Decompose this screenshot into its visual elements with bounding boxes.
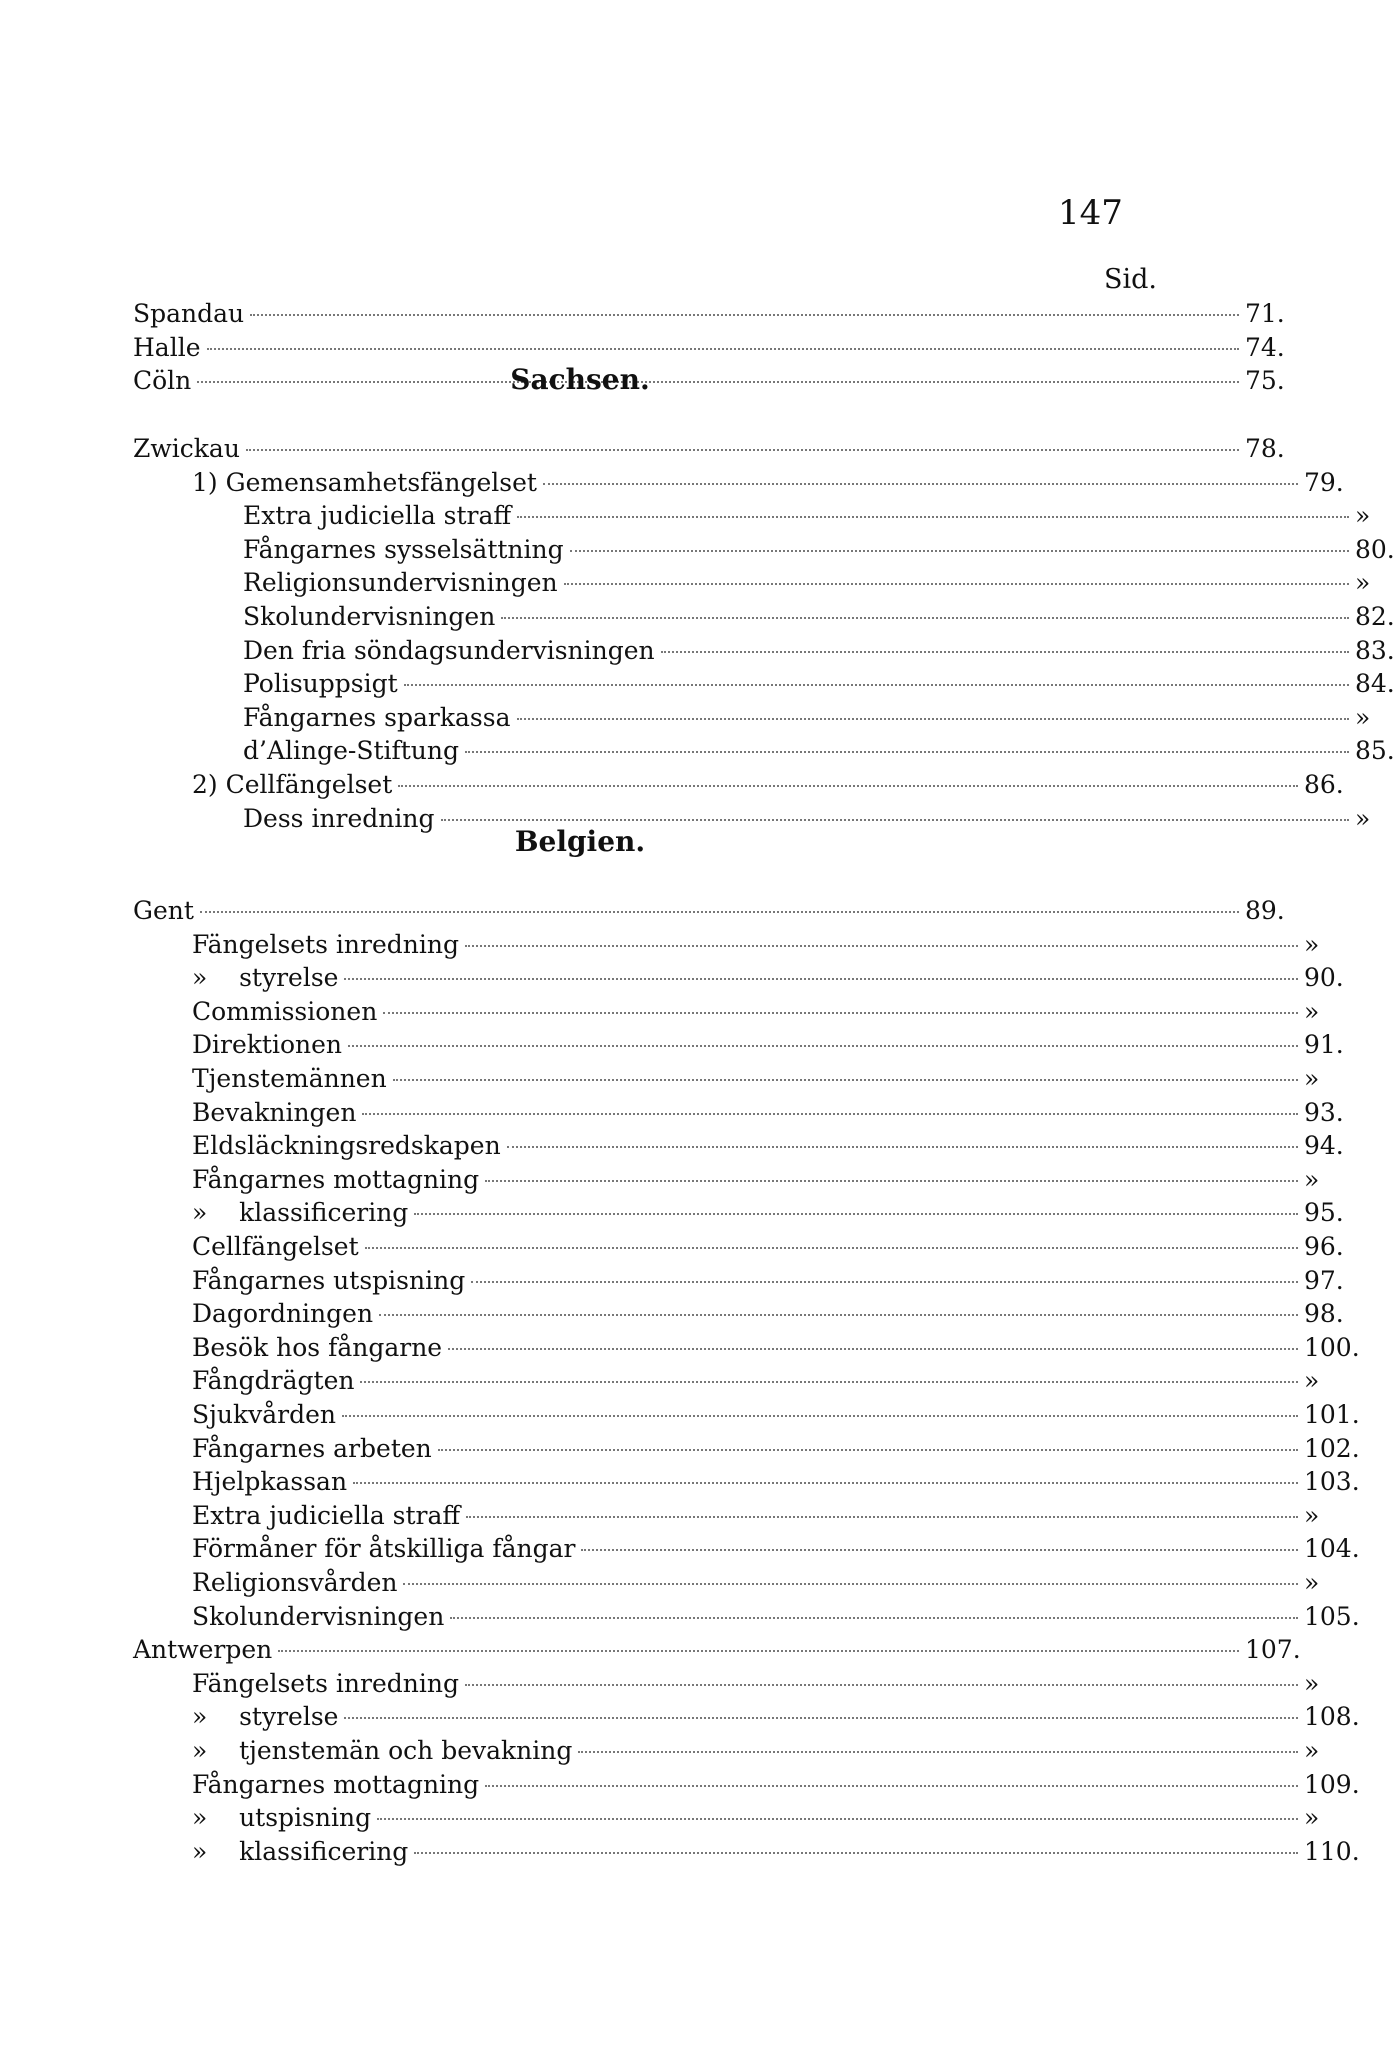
dot-leader (348, 1045, 1298, 1047)
toc-entry-page: 79. (1304, 467, 1344, 497)
dot-leader (362, 1113, 1298, 1115)
toc-entry (0, 668, 1400, 700)
toc-entry-title: Bevakningen (192, 1097, 357, 1127)
dot-leader (466, 1516, 1298, 1518)
toc-entry-title: 2) Cellfängelset (192, 770, 393, 799)
toc-entry-title: » styrelse (192, 963, 339, 993)
toc-entry-page: 103. (1304, 1467, 1360, 1497)
dot-leader (404, 684, 1349, 686)
toc-entry (0, 1802, 1352, 1834)
toc-entry-page: 107. (1245, 1635, 1301, 1665)
toc-entry (0, 1466, 1360, 1498)
toc-entry (0, 567, 1400, 599)
toc-entry-page: 90. (1304, 963, 1344, 993)
toc-entry (0, 1735, 1352, 1767)
toc-entry-page: » (1355, 803, 1371, 833)
toc-entry-title: Skolundervisningen (243, 602, 496, 631)
toc-entry-page: 109. (1304, 1769, 1360, 1799)
toc-entry (0, 769, 1352, 801)
section-heading: Sachsen. (510, 363, 650, 396)
toc-entry-page: 100. (1304, 1332, 1360, 1362)
toc-entry-page: 93. (1304, 1097, 1344, 1127)
dot-leader (342, 1415, 1298, 1417)
toc-entry (0, 702, 1400, 734)
toc-entry-page: 98. (1304, 1299, 1344, 1329)
toc-entry-page: 94. (1304, 1131, 1344, 1161)
toc-entry (0, 1601, 1360, 1633)
toc-entry (0, 467, 1352, 499)
toc-entry-page: » (1355, 501, 1371, 531)
toc-entry (0, 1533, 1360, 1565)
dot-leader (465, 945, 1298, 947)
toc-entry-title: d’Alinge-Stiftung (243, 736, 460, 766)
toc-entry (0, 1701, 1360, 1733)
toc-entry-title: Fångarnes sysselsättning (243, 534, 564, 564)
page-number: 147 (1058, 193, 1123, 233)
toc-entry-title: Direktionen (192, 1030, 343, 1060)
section-heading: Belgien. (514, 825, 646, 858)
toc-entry-page: » (1304, 1803, 1320, 1833)
toc-entry-title: Spandau (133, 299, 245, 328)
toc-entry-page: 78. (1245, 434, 1285, 463)
toc-entry-title: 1) Gemensamhetsfängelset (192, 467, 537, 497)
toc-entry (0, 1231, 1352, 1263)
toc-entry-page: 83. (1355, 635, 1395, 665)
toc-entry-title: Skolundervisningen (192, 1601, 445, 1631)
dot-leader (450, 1617, 1298, 1619)
toc-entry (0, 735, 1400, 767)
toc-entry-title: Sjukvården (192, 1400, 337, 1429)
toc-entry-page: » (1304, 1500, 1320, 1530)
toc-entry-page: 86. (1304, 770, 1344, 799)
page-column-label: Sid. (1104, 264, 1157, 295)
toc-entry-page: » (1304, 929, 1320, 959)
toc-entry-title: Fångdrägten (192, 1366, 355, 1396)
toc-entry-title: Cellfängelset (192, 1232, 359, 1261)
toc-entry-title: » klassificering (192, 1836, 409, 1866)
toc-entry-page: » (1355, 702, 1371, 732)
toc-entry-title: Polisuppsigt (243, 669, 398, 699)
toc-entry-page: » (1304, 1668, 1320, 1698)
toc-entry (0, 635, 1400, 667)
toc-entry-title: Fångarnes arbeten (192, 1433, 432, 1463)
dot-leader (414, 1852, 1298, 1854)
dot-leader (377, 1818, 1298, 1820)
dot-leader (578, 1751, 1298, 1753)
toc-entry-title: Antwerpen (133, 1635, 273, 1665)
dot-leader (414, 1213, 1298, 1215)
toc-entry (0, 1399, 1360, 1431)
toc-entry (0, 1298, 1352, 1330)
toc-entry-page: » (1304, 996, 1320, 1026)
toc-entry-page: 110. (1304, 1836, 1360, 1866)
dot-leader (465, 751, 1349, 753)
toc-entry-page: » (1304, 1164, 1320, 1194)
toc-entry (0, 895, 1293, 927)
dot-leader (485, 1785, 1298, 1787)
dot-leader (517, 516, 1349, 518)
toc-entry (0, 929, 1352, 961)
toc-entry-title: Besök hos fångarne (192, 1332, 443, 1362)
toc-entry (0, 1029, 1352, 1061)
toc-entry (0, 1634, 1301, 1666)
dot-leader (246, 449, 1239, 451)
toc-entry-title: Fångarnes mottagning (192, 1769, 480, 1799)
dot-leader (393, 1079, 1298, 1081)
toc-entry-title: Fängelsets inredning (192, 929, 459, 959)
toc-entry (0, 1265, 1352, 1297)
toc-entry (0, 1567, 1352, 1599)
toc-entry (0, 433, 1293, 465)
toc-entry (0, 534, 1400, 566)
toc-entry (0, 500, 1400, 532)
toc-entry-title: Fångarnes sparkassa (243, 702, 511, 732)
dot-leader (383, 1012, 1298, 1014)
dot-leader (438, 1449, 1298, 1451)
dot-leader (403, 1583, 1298, 1585)
toc-entry (0, 298, 1293, 330)
dot-leader (485, 1180, 1298, 1182)
toc-entry (0, 1836, 1360, 1868)
toc-entry (0, 332, 1293, 364)
dot-leader (360, 1381, 1298, 1383)
toc-entry-page: 96. (1304, 1232, 1344, 1261)
toc-entry-title: Religionsundervisningen (243, 568, 558, 598)
toc-entry-title: Extra judiciella straff (243, 501, 512, 531)
toc-entry-page: 84. (1355, 669, 1395, 699)
dot-leader (564, 583, 1349, 585)
toc-entry-title: Tjenstemännen (192, 1064, 387, 1093)
dot-leader (344, 1717, 1298, 1719)
toc-entry-title: Zwickau (133, 434, 240, 463)
toc-entry-page: 95. (1304, 1198, 1344, 1228)
toc-entry-title: Gent (133, 896, 194, 925)
dot-leader (448, 1348, 1298, 1350)
toc-entry (0, 1164, 1352, 1196)
toc-entry (0, 1668, 1352, 1700)
toc-entry (0, 601, 1400, 633)
toc-entry-page: » (1304, 1064, 1320, 1093)
toc-entry-page: 82. (1355, 602, 1395, 631)
toc-entry-title: » tjenstemän och bevakning (192, 1736, 573, 1765)
toc-entry-page: 101. (1304, 1400, 1360, 1429)
toc-entry (0, 996, 1352, 1028)
toc-entry-page: 89. (1245, 896, 1285, 925)
dot-leader (379, 1314, 1298, 1316)
toc-entry (0, 962, 1352, 994)
dot-leader (278, 1650, 1239, 1652)
dot-leader (441, 819, 1350, 821)
dot-leader (661, 651, 1349, 653)
dot-leader (543, 483, 1298, 485)
toc-entry-page: 97. (1304, 1265, 1344, 1295)
toc-entry-title: Extra judiciella straff (192, 1500, 461, 1530)
dot-leader (200, 911, 1239, 913)
toc-entry (0, 1433, 1360, 1465)
toc-entry-title: Dess inredning (243, 803, 435, 833)
toc-entry (0, 1500, 1352, 1532)
toc-entry-title: Fångarnes utspisning (192, 1265, 466, 1295)
toc-entry-title: Eldsläckningsredskapen (192, 1131, 501, 1161)
toc-entry (0, 1197, 1352, 1229)
toc-entry-title: Halle (133, 332, 201, 362)
dot-leader (398, 785, 1298, 787)
toc-entry-title: Den fria söndagsundervisningen (243, 635, 655, 665)
dot-leader (570, 550, 1349, 552)
toc-entry-title: » utspisning (192, 1803, 372, 1833)
toc-entry-page: 85. (1355, 736, 1395, 766)
toc-entry-title: » styrelse (192, 1702, 339, 1732)
dot-leader (353, 1482, 1298, 1484)
dot-leader (465, 1684, 1298, 1686)
toc-entry-title: Fängelsets inredning (192, 1668, 459, 1698)
toc-entry-page: 75. (1245, 366, 1285, 396)
toc-entry-title: Dagordningen (192, 1299, 374, 1329)
dot-leader (517, 718, 1350, 720)
dot-leader (471, 1281, 1298, 1283)
dot-leader (501, 617, 1349, 619)
toc-entry-page: 91. (1304, 1030, 1344, 1060)
toc-entry-page: » (1304, 1568, 1320, 1597)
toc-entry-title: Commissionen (192, 996, 378, 1026)
toc-entry-page: 104. (1304, 1534, 1360, 1564)
toc-entry (0, 1130, 1352, 1162)
dot-leader (365, 1247, 1298, 1249)
dot-leader (344, 978, 1298, 980)
dot-leader (207, 348, 1240, 350)
toc-entry-page: » (1304, 1736, 1320, 1765)
toc-entry-page: 102. (1304, 1433, 1360, 1463)
toc-entry-page: 71. (1245, 299, 1285, 328)
toc-entry-page: 80. (1355, 534, 1395, 564)
toc-entry-title: Förmåner för åtskilliga fångar (192, 1534, 576, 1564)
toc-entry (0, 1063, 1352, 1095)
toc-entry (0, 1097, 1352, 1129)
toc-entry-page: 74. (1245, 332, 1285, 362)
toc-entry-title: Fångarnes mottagning (192, 1164, 480, 1194)
toc-entry (0, 1769, 1360, 1801)
dot-leader (581, 1549, 1298, 1551)
toc-entry-title: Cöln (133, 366, 192, 396)
toc-entry-page: 108. (1304, 1702, 1360, 1732)
toc-entry (0, 1365, 1352, 1397)
toc-entry-title: » klassificering (192, 1198, 409, 1228)
dot-leader (250, 314, 1239, 316)
toc-entry-page: » (1355, 568, 1371, 598)
toc-entry-title: Religionsvården (192, 1568, 398, 1597)
toc-entry-page: » (1304, 1366, 1320, 1396)
toc-entry-page: 105. (1304, 1601, 1360, 1631)
toc-entry-title: Hjelpkassan (192, 1467, 348, 1497)
dot-leader (507, 1146, 1298, 1148)
toc-entry (0, 1332, 1360, 1364)
